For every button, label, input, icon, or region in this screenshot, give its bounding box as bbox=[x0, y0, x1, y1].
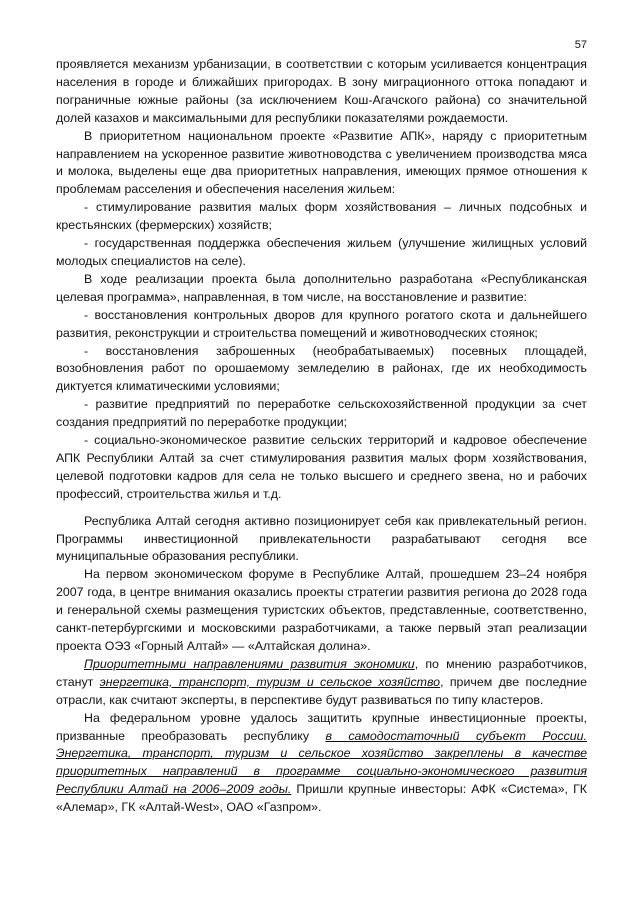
emphasized-text: в самодостаточный субъект России. Энергетика, транспорт, туризм и сельское хозяйство закреплены в качестве приоритетных направлений в программе социально-экономического развития Республики Алтай на 2006–2009 годы. bbox=[56, 728, 587, 797]
paragraph-7 bbox=[56, 343, 587, 397]
paragraph-1 bbox=[56, 56, 587, 128]
paragraph-text: - социально-экономическое развитие сельских территорий и кадровое обеспечение АПК Республики Алтай за счет стимулирования развития малых форм хозяйствования, целевой подготовки кадров для села не только высшего и среднего звена, но и рабочих профессий, строительства жилья и т.д. bbox=[56, 433, 587, 501]
paragraph-11 bbox=[56, 566, 587, 656]
paragraph-text: В ходе реализации проекта была дополнительно разработана «Республиканская целевая программа», направленная, в том числе, на восстановление и развитие: bbox=[56, 271, 587, 304]
paragraph-5 bbox=[56, 271, 587, 307]
paragraph-text: - государственная поддержка обеспечения жильем (улучшение жилищных условий молодых специалистов на селе). bbox=[56, 236, 587, 268]
paragraph-text: - стимулирование развития малых форм хозяйствования – личных подсобных и крестьянских (фермерских) хозяйств; bbox=[56, 200, 587, 233]
paragraph-8 bbox=[56, 396, 587, 432]
paragraph-text: Республика Алтай сегодня активно позиционирует себя как привлекательный регион. Программы инвестиционной привлекательности разрабатывают сегодня все муниципальные образования республики. bbox=[56, 513, 587, 564]
paragraph-text: , по мнению разработчиков, станут bbox=[56, 656, 587, 689]
document-body bbox=[56, 56, 587, 817]
paragraph-text: На первом экономическом форуме в Республике Алтай, прошедшем 23–24 ноября 2007 года, в центре внимания оказались проекты стратегии развития региона до 2028 года и генеральной схемы размещения туристских объектов, представленные, соответственно, санкт-петербургскими и московскими разработчиками, а также первый этап реализации проекта ОЭЗ «Горный Алтай» — «Алтайская долина». bbox=[56, 567, 587, 653]
emphasized-text: энергетика, транспорт, туризм и сельское хозяйство bbox=[99, 674, 441, 689]
paragraph-text: - развитие предприятий по переработке сельскохозяйственной продукции за счет создания предприятий по переработке продукции; bbox=[56, 397, 587, 430]
paragraph-text: На федеральном уровне удалось защитить крупные инвестиционные проекты, призванные преобразовать республику bbox=[56, 710, 587, 743]
paragraph-text: В приоритетном национальном проекте «Развитие АПК», наряду с приоритетным направлением на ускоренное развитие животноводства с увеличением производства мяса и молока, выделены еще два приоритетных направления, имеющих прямое отношения к проблемам расселения и обеспечения населения жильем: bbox=[56, 128, 587, 197]
page-number: 57 bbox=[574, 39, 587, 51]
paragraph-text: - восстановления заброшенных (необрабатываемых) посевных площадей, возобновления работ по орошаемому земледелию в районах, где их необходимость диктуется климатическими условиями; bbox=[56, 343, 587, 394]
paragraph-4 bbox=[56, 235, 587, 271]
paragraph-12 bbox=[56, 656, 587, 710]
paragraph-2 bbox=[56, 128, 587, 200]
paragraph-10 bbox=[56, 513, 587, 567]
paragraph-text: , причем две последние отрасли, как считают эксперты, в перспективе будут развиваться по типу кластеров. bbox=[56, 674, 587, 707]
paragraph-9 bbox=[56, 432, 587, 504]
emphasized-text: Приоритетными направлениями развития экономики bbox=[84, 656, 415, 671]
paragraph-3 bbox=[56, 199, 587, 235]
paragraph-text: - восстановления контрольных дворов для крупного рогатого скота и дальнейшего развития, реконструкции и строительства помещений и животноводческих стоянок; bbox=[56, 307, 587, 340]
paragraph-text: Пришли крупные инвесторы: АФК «Система», ГК «Алемар», ГК «Алтай-West», ОАО «Газпром». bbox=[56, 782, 587, 815]
paragraph-text: проявляется механизм урбанизации, в соответствии с которым усиливается концентрация населения в городе и ближайших пригородах. В зону миграционного оттока попадают и пограничные южные районы (за исключением Кош-Агачского района) со значительной долей казахов и максимальными для республики показателями рождаемости. bbox=[56, 57, 587, 125]
paragraph-13 bbox=[56, 710, 587, 817]
paragraph-6 bbox=[56, 307, 587, 343]
